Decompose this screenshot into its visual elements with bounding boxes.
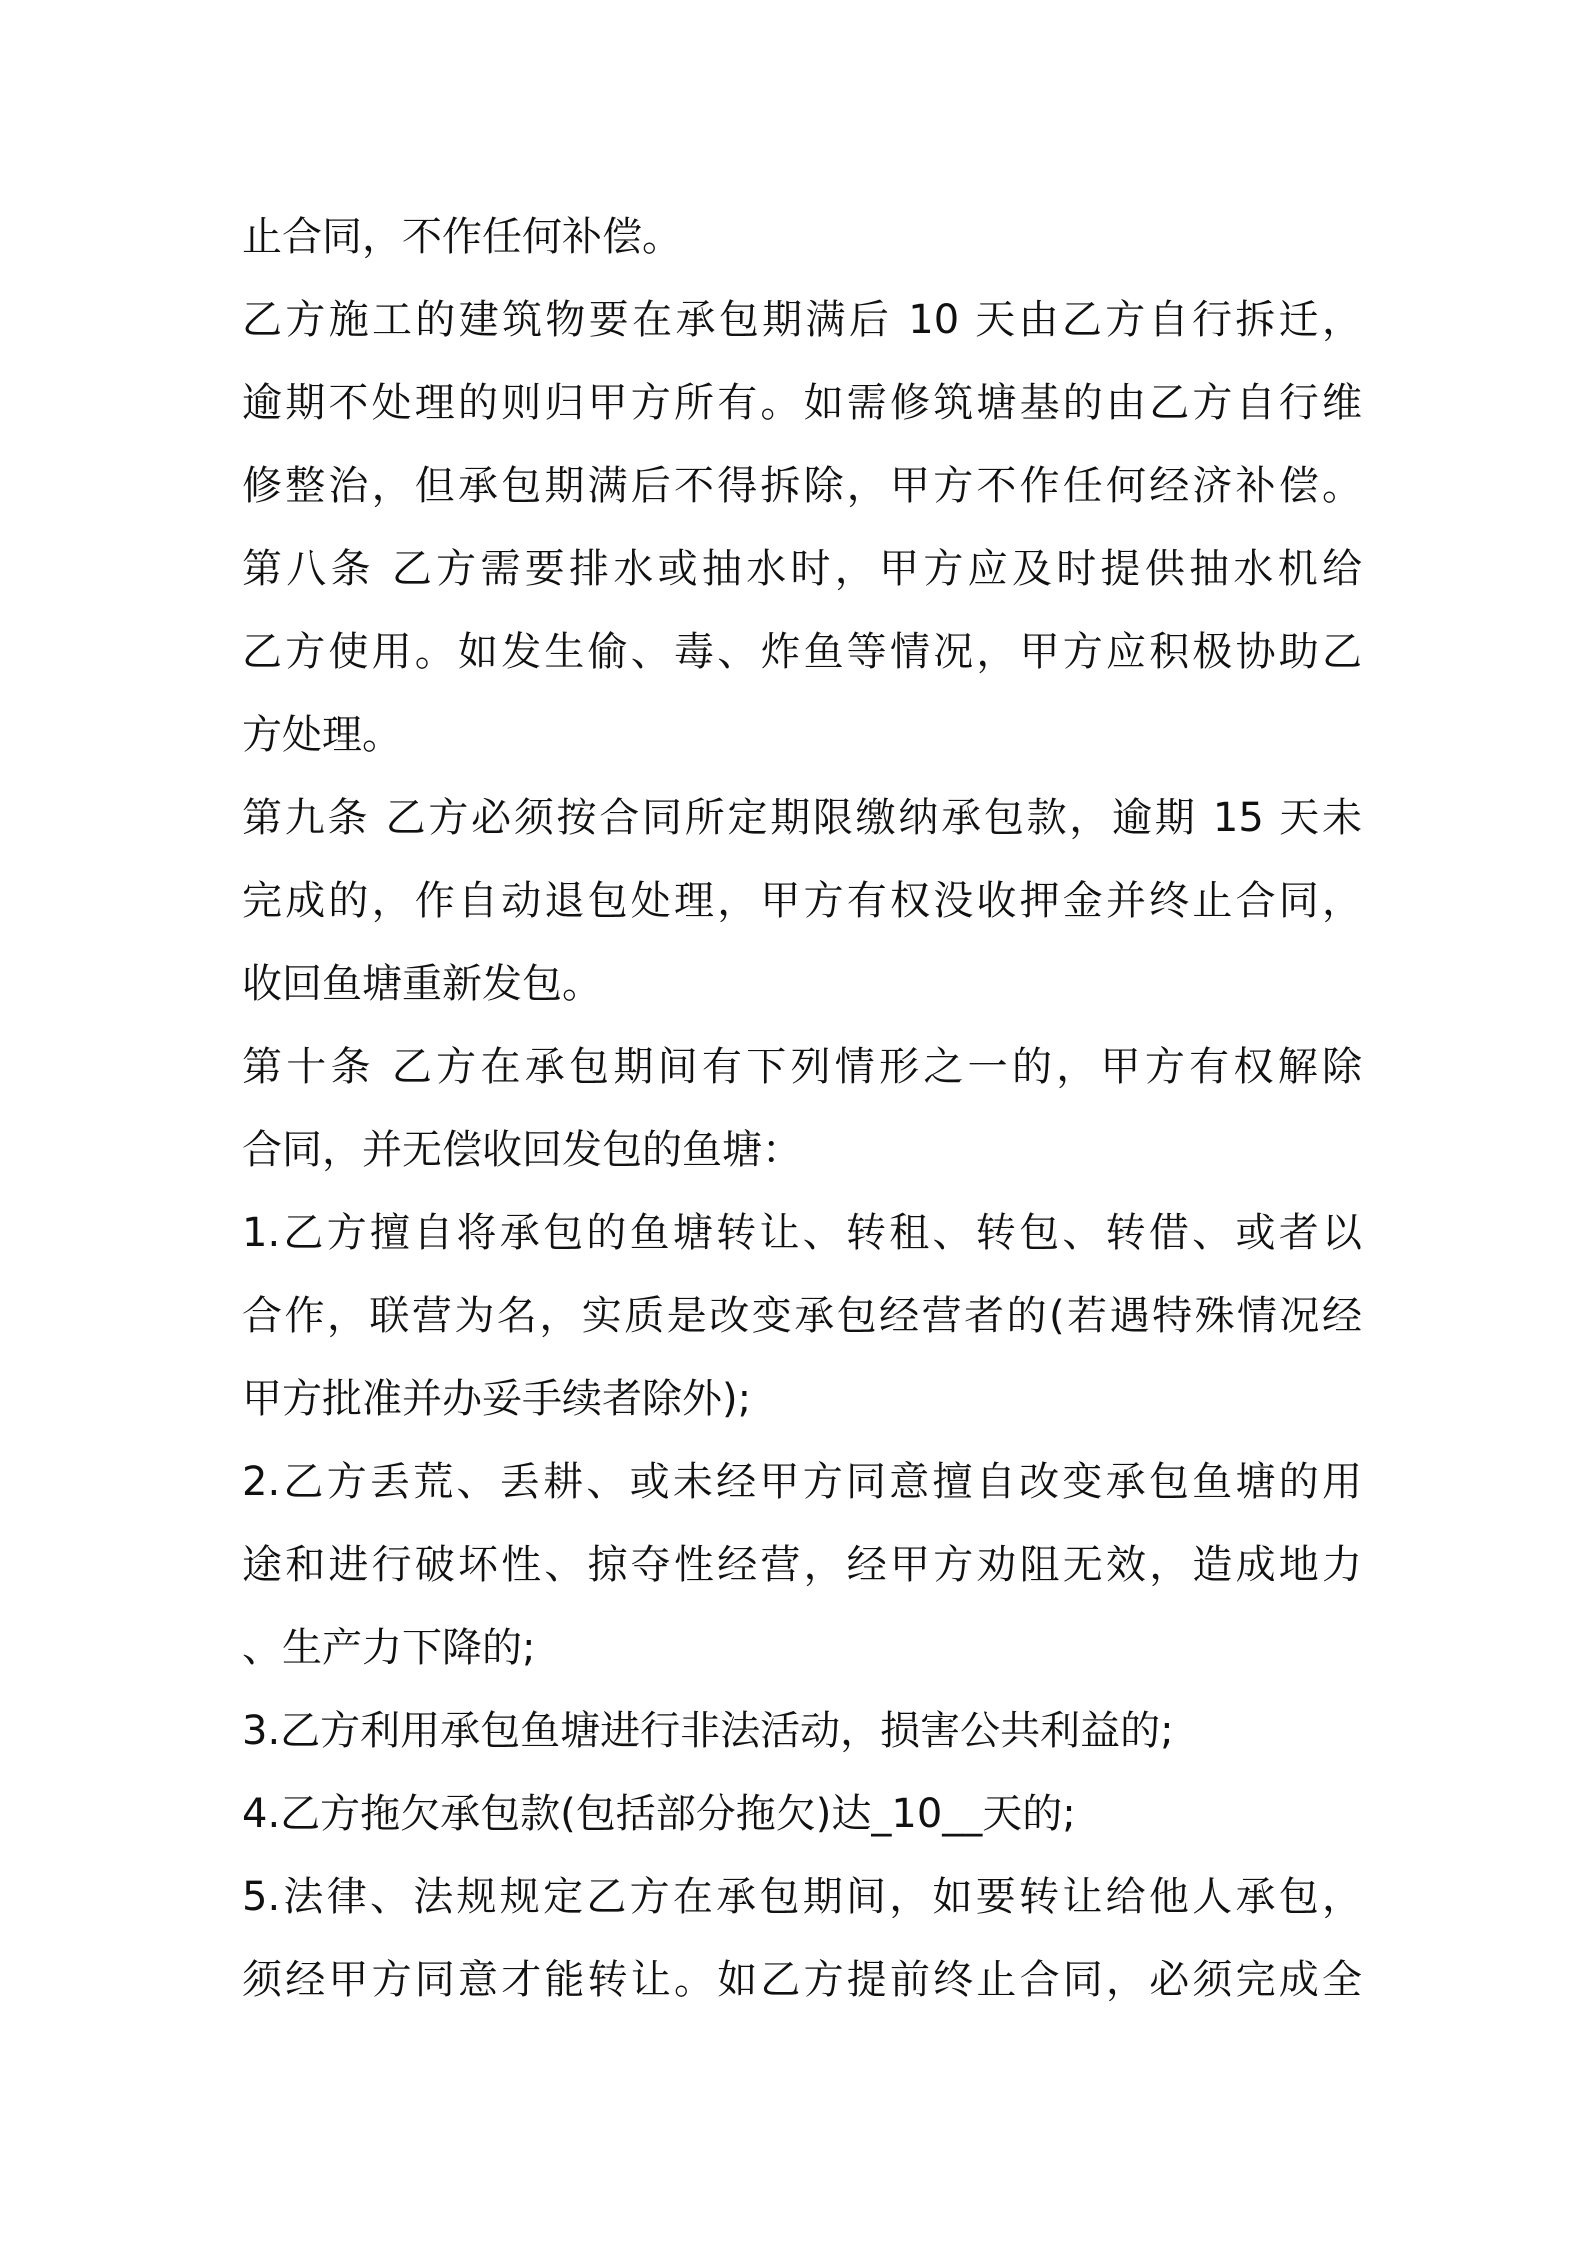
- contract-text-body: [242, 196, 1362, 2022]
- text-line: 方处理。: [242, 712, 402, 758]
- list-item-1-line: 1.乙方擅自将承包的鱼塘转让、转租、转包、转借、或者以: [242, 1210, 1362, 1256]
- text-line: 须经甲方同意才能转让。如乙方提前终止合同，必须完成全: [242, 1957, 1362, 2003]
- text-line: 途和进行破坏性、掠夺性经营，经甲方劝阻无效，造成地力: [242, 1542, 1362, 1588]
- text-line: 修整治，但承包期满后不得拆除，甲方不作任何经济补偿。: [242, 463, 1362, 509]
- list-item-5-line: 5.法律、法规规定乙方在承包期间，如要转让给他人承包，: [242, 1874, 1362, 1920]
- text-line: 止合同，不作任何补偿。: [242, 214, 682, 260]
- text-line: 乙方使用。如发生偷、毒、炸鱼等情况，甲方应积极协助乙: [242, 629, 1362, 675]
- text-line: 合作，联营为名，实质是改变承包经营者的(若遇特殊情况经: [242, 1293, 1362, 1339]
- list-item-4-line: 4.乙方拖欠承包款(包括部分拖欠)达_10__天的;: [242, 1791, 1076, 1837]
- clause-8-heading-line: 第八条 乙方需要排水或抽水时，甲方应及时提供抽水机给: [242, 546, 1362, 592]
- text-line: 完成的，作自动退包处理，甲方有权没收押金并终止合同，: [242, 878, 1362, 924]
- text-line: 甲方批准并办妥手续者除外);: [242, 1376, 752, 1422]
- list-item-3-line: 3.乙方利用承包鱼塘进行非法活动，损害公共利益的;: [242, 1708, 1174, 1754]
- text-line: 乙方施工的建筑物要在承包期满后 10 天由乙方自行拆迁，: [242, 297, 1362, 343]
- clause-10-heading-line: 第十条 乙方在承包期间有下列情形之一的，甲方有权解除: [242, 1044, 1362, 1090]
- list-item-2-line: 2.乙方丢荒、丢耕、或未经甲方同意擅自改变承包鱼塘的用: [242, 1459, 1362, 1505]
- text-line: 、生产力下降的;: [242, 1625, 536, 1671]
- text-line: 收回鱼塘重新发包。: [242, 961, 602, 1007]
- text-line: 逾期不处理的则归甲方所有。如需修筑塘基的由乙方自行维: [242, 380, 1362, 426]
- clause-9-heading-line: 第九条 乙方必须按合同所定期限缴纳承包款，逾期 15 天未: [242, 795, 1362, 841]
- text-line: 合同，并无偿收回发包的鱼塘：: [242, 1127, 802, 1173]
